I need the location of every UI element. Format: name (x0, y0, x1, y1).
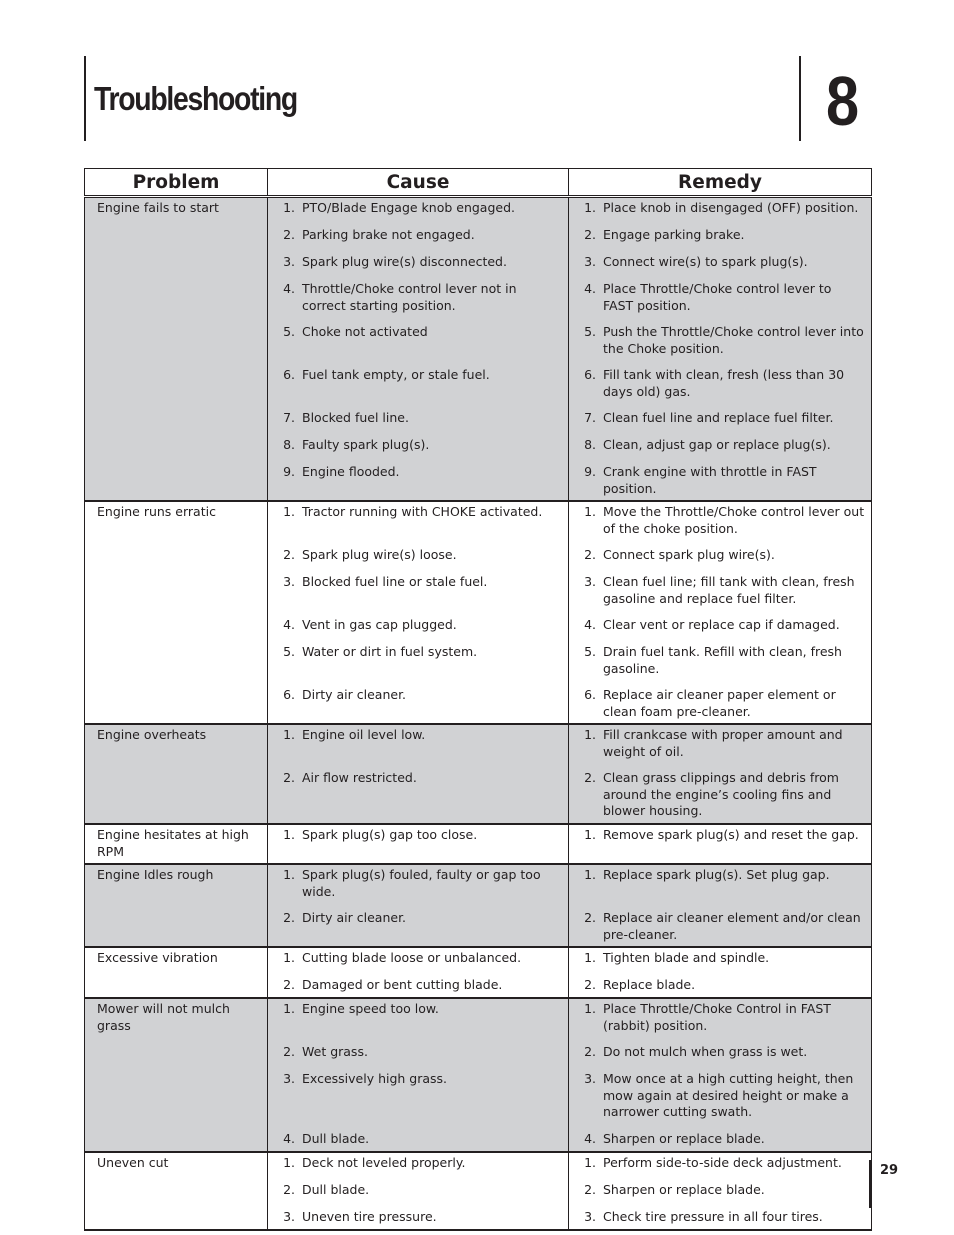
cause-text: Vent in gas cap plugged. (302, 617, 457, 632)
remedy-text: Engage parking brake. (603, 227, 745, 242)
item-number: 1. (584, 950, 596, 965)
problem-cell: Engine Idles rough (85, 864, 268, 947)
problem-cell: Excessive vibration (85, 947, 268, 998)
cause-item (268, 324, 568, 357)
item-number: 4. (283, 1131, 295, 1146)
remedy-cell (569, 864, 872, 947)
header-remedy: Remedy (569, 169, 872, 197)
cause-cell (268, 864, 569, 947)
item-number: 1. (283, 950, 295, 965)
cause-item (268, 254, 568, 271)
cause-list (268, 867, 568, 943)
cause-item (268, 867, 568, 900)
item-number: 6. (584, 687, 596, 702)
cause-item (268, 200, 568, 217)
item-number: 7. (584, 410, 596, 425)
item-number: 2. (584, 1044, 596, 1059)
item-number: 1. (283, 867, 295, 882)
item-number: 1. (283, 827, 295, 842)
remedy-item (569, 254, 871, 271)
item-number: 1. (584, 1155, 596, 1170)
problem-cell: Engine fails to start (85, 197, 268, 502)
remedy-text: Fill crankcase with proper amount and weight of oil. (603, 727, 843, 759)
table-row (85, 864, 872, 947)
remedy-item (569, 324, 871, 357)
item-number: 8. (584, 437, 596, 452)
table-body (85, 197, 872, 1231)
remedy-text: Clear vent or replace cap if damaged. (603, 617, 840, 632)
remedy-item (569, 574, 871, 607)
cause-item (268, 1001, 568, 1034)
problem-cell: Uneven cut (85, 1152, 268, 1230)
cause-text: Choke not activated (302, 324, 428, 339)
item-number: 2. (584, 1182, 596, 1197)
item-number: 3. (584, 574, 596, 589)
remedy-item (569, 1155, 871, 1172)
cause-text: Uneven tire pressure. (302, 1209, 437, 1224)
cause-text: Wet grass. (302, 1044, 368, 1059)
cause-text: Cutting blade loose or unbalanced. (302, 950, 522, 965)
remedy-text: Fill tank with clean, fresh (less than 30 days old) gas. (603, 367, 845, 399)
remedy-text: Replace spark plug(s). Set plug gap. (603, 867, 830, 882)
remedy-item (569, 977, 871, 994)
item-number: 5. (283, 324, 295, 339)
item-number: 4. (283, 617, 295, 632)
item-number: 3. (283, 1071, 295, 1086)
cause-text: Air flow restricted. (302, 770, 417, 785)
remedy-text: Place Throttle/Choke Control in FAST (rabbit) position. (603, 1001, 831, 1033)
table-row (85, 501, 872, 724)
cause-text: Engine oil level low. (302, 727, 426, 742)
cause-text: Blocked fuel line or stale fuel. (302, 574, 488, 589)
item-number: 1. (283, 504, 295, 519)
item-number: 2. (283, 977, 295, 992)
cause-item (268, 617, 568, 634)
remedy-item (569, 687, 871, 720)
remedy-item (569, 1131, 871, 1148)
cause-item (268, 367, 568, 400)
item-number: 2. (283, 910, 295, 925)
troubleshooting-table (84, 168, 872, 1231)
cause-text: Fuel tank empty, or stale fuel. (302, 367, 490, 382)
item-number: 1. (584, 727, 596, 742)
remedy-list (569, 1155, 871, 1226)
item-number: 4. (283, 281, 295, 296)
cause-text: Parking brake not engaged. (302, 227, 475, 242)
cause-cell (268, 947, 569, 998)
cause-item (268, 770, 568, 820)
table-header-row (85, 169, 872, 197)
item-number: 2. (584, 547, 596, 562)
remedy-text: Replace air cleaner element and/or clean pre-cleaner. (603, 910, 861, 942)
remedy-text: Place knob in disengaged (OFF) position. (603, 200, 859, 215)
table-row (85, 998, 872, 1152)
remedy-text: Connect wire(s) to spark plug(s). (603, 254, 808, 269)
remedy-text: Replace blade. (603, 977, 696, 992)
item-number: 1. (283, 200, 295, 215)
cause-text: Dirty air cleaner. (302, 687, 407, 702)
remedy-list (569, 200, 871, 497)
cause-text: Blocked fuel line. (302, 410, 409, 425)
remedy-item (569, 504, 871, 537)
remedy-item (569, 727, 871, 760)
remedy-text: Mow once at a high cutting height, then mow again at desired height or make a narrower cutting swath. (603, 1071, 854, 1119)
cause-list (268, 1155, 568, 1226)
item-number: 9. (584, 464, 596, 479)
item-number: 7. (283, 410, 295, 425)
remedy-item (569, 1044, 871, 1061)
remedy-item (569, 547, 871, 564)
item-number: 3. (283, 254, 295, 269)
cause-item (268, 1182, 568, 1199)
problem-cell: Engine runs erratic (85, 501, 268, 724)
remedy-text: Clean fuel line; fill tank with clean, fresh gasoline and replace fuel filter. (603, 574, 855, 606)
remedy-cell (569, 724, 872, 824)
table-row (85, 1152, 872, 1230)
item-number: 2. (584, 910, 596, 925)
cause-text: Spark plug wire(s) disconnected. (302, 254, 507, 269)
item-number: 8. (283, 437, 295, 452)
cause-text: Spark plug(s) fouled, faulty or gap too wide. (302, 867, 541, 899)
remedy-item (569, 1209, 871, 1226)
left-margin-rule (84, 56, 86, 141)
table-row (85, 824, 872, 864)
item-number: 4. (584, 617, 596, 632)
cause-item (268, 1044, 568, 1061)
item-number: 1. (283, 727, 295, 742)
cause-list (268, 950, 568, 994)
remedy-item (569, 410, 871, 427)
remedy-cell (569, 998, 872, 1152)
cause-text: Spark plug wire(s) loose. (302, 547, 457, 562)
table-row (85, 947, 872, 998)
remedy-item (569, 1182, 871, 1199)
cause-list (268, 504, 568, 720)
cause-item (268, 227, 568, 244)
remedy-text: Do not mulch when grass is wet. (603, 1044, 808, 1059)
item-number: 5. (283, 644, 295, 659)
remedy-item (569, 200, 871, 217)
cause-item (268, 547, 568, 564)
cause-text: Faulty spark plug(s). (302, 437, 430, 452)
cause-item (268, 1131, 568, 1148)
remedy-cell (569, 824, 872, 864)
cause-cell (268, 1152, 569, 1230)
item-number: 1. (584, 827, 596, 842)
item-number: 6. (584, 367, 596, 382)
remedy-text: Move the Throttle/Choke control lever out of the choke position. (603, 504, 865, 536)
cause-item (268, 687, 568, 720)
remedy-item (569, 867, 871, 900)
item-number: 4. (584, 1131, 596, 1146)
remedy-item (569, 770, 871, 820)
item-number: 2. (584, 227, 596, 242)
cause-text: Deck not leveled properly. (302, 1155, 466, 1170)
cause-text: Excessively high grass. (302, 1071, 448, 1086)
item-number: 1. (584, 504, 596, 519)
remedy-cell (569, 501, 872, 724)
header-problem: Problem (85, 169, 268, 197)
remedy-item (569, 617, 871, 634)
item-number: 3. (283, 574, 295, 589)
cause-text: PTO/Blade Engage knob engaged. (302, 200, 516, 215)
page-number: 29 (880, 1163, 899, 1178)
remedy-item (569, 950, 871, 967)
cause-item (268, 1071, 568, 1121)
cause-text: Throttle/Choke control lever not in correct starting position. (302, 281, 517, 313)
remedy-text: Connect spark plug wire(s). (603, 547, 775, 562)
remedy-list (569, 827, 871, 844)
item-number: 2. (283, 227, 295, 242)
cause-item (268, 504, 568, 537)
item-number: 3. (283, 1209, 295, 1224)
remedy-text: Push the Throttle/Choke control lever into the Choke position. (603, 324, 864, 356)
cause-item (268, 977, 568, 994)
remedy-text: Clean, adjust gap or replace plug(s). (603, 437, 831, 452)
remedy-text: Check tire pressure in all four tires. (603, 1209, 823, 1224)
item-number: 2. (283, 547, 295, 562)
remedy-text: Clean grass clippings and debris from around the engine’s cooling fins and blower housing. (603, 770, 839, 818)
cause-item (268, 1209, 568, 1226)
item-number: 2. (584, 770, 596, 785)
page-title: Troubleshooting (94, 80, 297, 117)
remedy-cell (569, 947, 872, 998)
remedy-cell (569, 197, 872, 502)
remedy-text: Crank engine with throttle in FAST position. (603, 464, 817, 496)
page-number-rule (869, 1160, 871, 1208)
item-number: 1. (283, 1001, 295, 1016)
remedy-item (569, 910, 871, 943)
cause-text: Damaged or bent cutting blade. (302, 977, 503, 992)
remedy-text: Place Throttle/Choke control lever to FAST position. (603, 281, 832, 313)
table-row (85, 197, 872, 502)
item-number: 3. (584, 254, 596, 269)
remedy-item (569, 437, 871, 454)
item-number: 4. (584, 281, 596, 296)
item-number: 3. (584, 1071, 596, 1086)
cause-cell (268, 724, 569, 824)
remedy-text: Remove spark plug(s) and reset the gap. (603, 827, 859, 842)
cause-text: Dull blade. (302, 1182, 370, 1197)
remedy-list (569, 1001, 871, 1148)
cause-cell (268, 501, 569, 724)
cause-item (268, 281, 568, 314)
remedy-item (569, 827, 871, 844)
cause-item (268, 437, 568, 454)
chapter-number: 8 (826, 62, 860, 140)
cause-cell (268, 824, 569, 864)
remedy-list (569, 867, 871, 943)
remedy-item (569, 1001, 871, 1034)
cause-list (268, 727, 568, 820)
item-number: 1. (584, 1001, 596, 1016)
cause-cell (268, 998, 569, 1152)
item-number: 6. (283, 367, 295, 382)
remedy-item (569, 464, 871, 497)
header-cause: Cause (268, 169, 569, 197)
remedy-text: Clean fuel line and replace fuel filter. (603, 410, 834, 425)
problem-cell: Mower will not mulch grass (85, 998, 268, 1152)
item-number: 1. (283, 1155, 295, 1170)
cause-text: Tractor running with CHOKE activated. (302, 504, 543, 519)
cause-item (268, 574, 568, 607)
cause-text: Dull blade. (302, 1131, 370, 1146)
item-number: 5. (584, 324, 596, 339)
remedy-list (569, 727, 871, 820)
problem-cell: Engine hesitates at high RPM (85, 824, 268, 864)
item-number: 2. (584, 977, 596, 992)
remedy-cell (569, 1152, 872, 1230)
remedy-text: Perform side-to-side deck adjustment. (603, 1155, 842, 1170)
cause-item (268, 644, 568, 677)
cause-list (268, 827, 568, 844)
cause-item (268, 950, 568, 967)
item-number: 1. (584, 200, 596, 215)
cause-item (268, 910, 568, 943)
remedy-text: Replace air cleaner paper element or clean foam pre-cleaner. (603, 687, 836, 719)
table-row (85, 724, 872, 824)
cause-text: Spark plug(s) gap too close. (302, 827, 478, 842)
cause-text: Engine speed too low. (302, 1001, 439, 1016)
cause-list (268, 1001, 568, 1148)
remedy-text: Sharpen or replace blade. (603, 1131, 765, 1146)
cause-item (268, 410, 568, 427)
remedy-text: Tighten blade and spindle. (603, 950, 770, 965)
cause-text: Water or dirt in fuel system. (302, 644, 478, 659)
item-number: 2. (283, 1044, 295, 1059)
problem-cell: Engine overheats (85, 724, 268, 824)
remedy-item (569, 367, 871, 400)
remedy-item (569, 227, 871, 244)
item-number: 9. (283, 464, 295, 479)
remedy-item (569, 644, 871, 677)
remedy-list (569, 950, 871, 994)
item-number: 2. (283, 1182, 295, 1197)
remedy-text: Drain fuel tank. Refill with clean, fresh gasoline. (603, 644, 842, 676)
remedy-text: Sharpen or replace blade. (603, 1182, 765, 1197)
cause-item (268, 464, 568, 497)
item-number: 5. (584, 644, 596, 659)
chapter-divider-rule (799, 56, 801, 141)
cause-text: Dirty air cleaner. (302, 910, 407, 925)
cause-item (268, 827, 568, 844)
item-number: 6. (283, 687, 295, 702)
remedy-item (569, 1071, 871, 1121)
cause-item (268, 727, 568, 760)
item-number: 3. (584, 1209, 596, 1224)
remedy-item (569, 281, 871, 314)
cause-text: Engine flooded. (302, 464, 400, 479)
cause-item (268, 1155, 568, 1172)
remedy-list (569, 504, 871, 720)
item-number: 1. (584, 867, 596, 882)
cause-list (268, 200, 568, 497)
item-number: 2. (283, 770, 295, 785)
cause-cell (268, 197, 569, 502)
